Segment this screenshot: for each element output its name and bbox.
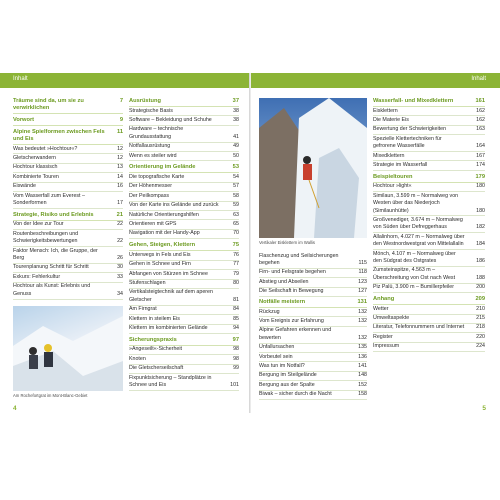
toc-entry-page: 54 (233, 173, 239, 180)
toc-entry-page: 99 (233, 365, 239, 372)
toc-section-title: Sicherungspraxis (129, 336, 177, 343)
toc-entry (373, 343, 485, 352)
toc-entry (13, 164, 123, 173)
toc-entry-title: Großvenediger, 3.674 m – Normalweg von Süden über Defreggerhaus (373, 216, 463, 231)
toc-entry (129, 374, 239, 391)
toc-entry-page: 63 (233, 211, 239, 218)
toc-section (13, 117, 123, 126)
toc-section-page: 161 (475, 98, 485, 104)
toc-entry (373, 305, 485, 314)
toc-section-heading (129, 164, 239, 173)
toc-entry-title: Register (373, 333, 393, 340)
toc-entry-title: Navigation mit der Handy-App (129, 230, 200, 237)
book-spine (249, 73, 251, 413)
toc-entry (129, 126, 239, 143)
toc-entry-title: »Angeseilt«-Sicherheit (129, 346, 182, 353)
toc-section (259, 299, 367, 400)
toc-entry (13, 154, 123, 163)
toc-entry-page: 81 (233, 296, 239, 303)
toc-entry (259, 308, 367, 317)
toc-entry (373, 107, 485, 116)
toc-section-page: 179 (475, 173, 485, 180)
toc-entry (13, 221, 123, 230)
toc-entry-page: 182 (476, 224, 485, 231)
toc-entry-page: 220 (476, 333, 485, 340)
toc-entry (13, 283, 123, 300)
toc-entry-title: Alpine Gefahren erkennen und bewerten (259, 327, 332, 341)
toc-section-page: 53 (232, 164, 239, 171)
page-number-left: 4 (13, 405, 17, 412)
toc-entry-page: 41 (233, 133, 239, 140)
toc-entry-title: Die topografische Karte (129, 173, 185, 180)
toc-entry (13, 192, 123, 209)
toc-entry-title: Spezielle Klettertechniken für gefrorene Wasserfälle (373, 135, 442, 150)
toc-entry (259, 372, 367, 381)
toc-entry (129, 289, 239, 306)
toc-section (373, 174, 485, 293)
mountaineers-image (13, 306, 123, 391)
toc-entry (129, 346, 239, 355)
toc-entry-page: 141 (358, 362, 367, 369)
toc-entry-page: 59 (233, 202, 239, 209)
toc-section-heading (13, 129, 123, 145)
toc-entry (373, 324, 485, 333)
toc-entry (259, 288, 367, 297)
toc-entry-title: Am Firngrat (129, 306, 157, 313)
toc-entry-title: Natürliche Orientierungshilfen (129, 211, 199, 218)
toc-section-page: 21 (116, 211, 123, 218)
toc-entry (259, 327, 367, 344)
toc-entry (129, 315, 239, 324)
toc-entry-page: 167 (476, 152, 485, 159)
toc-entry-page: 186 (476, 258, 485, 264)
toc-entry-page: 84 (233, 306, 239, 313)
toc-entry-title: Klettern in steilem Eis (129, 315, 180, 322)
toc-entry-title: Vorbeutel sein (259, 353, 293, 360)
toc-entry (13, 264, 123, 273)
toc-entry-page: 101 (230, 382, 239, 389)
toc-section-heading (129, 242, 239, 251)
toc-entry-title: Vom Ereignis zur Erfahrung (259, 317, 324, 324)
toc-entry-page: 210 (476, 305, 485, 312)
toc-entry-page: 38 (233, 107, 239, 114)
toc-entry-title: Wetter (373, 305, 389, 312)
toc-entry-page: 162 (476, 116, 485, 123)
toc-section-heading (13, 212, 123, 221)
toc-entry-page: 17 (117, 199, 123, 206)
toc-entry-page: 118 (358, 269, 367, 276)
toc-section-heading (13, 117, 123, 126)
toc-entry-title: Gletscherwandern (13, 154, 56, 161)
toc-entry-title: Zumsteinspitze, 4.563 m – Überschreitung von Ost nach West (373, 267, 456, 281)
toc-entry (373, 267, 485, 284)
toc-entry-page: 80 (233, 280, 239, 286)
toc-entry-title: Was bedeutet »Hochtour«? (13, 145, 78, 152)
toc-entry (373, 152, 485, 161)
toc-entry-title: Bewertung der Schwierigkeiten (373, 126, 447, 133)
toc-entry-title: Kombinierte Touren (13, 173, 59, 180)
toc-entry (259, 362, 367, 371)
page-number-right: 5 (482, 405, 486, 412)
toc-entry-page: 188 (476, 274, 485, 281)
toc-entry-page: 14 (117, 173, 123, 180)
toc-entry-title: Unfallursachen (259, 344, 295, 351)
toc-entry (259, 344, 367, 353)
toc-column-4 (373, 98, 485, 355)
toc-entry-title: Abstieg und Abseilen (259, 278, 309, 285)
toc-entry-title: Hochtour »light« (373, 183, 412, 190)
toc-section-page: 97 (232, 336, 239, 343)
toc-section (373, 296, 485, 352)
ice-climbing-photo (259, 98, 367, 238)
toc-entry-title: Notfallausrüstung (129, 143, 171, 150)
toc-entry (13, 183, 123, 192)
toc-entry-page: 58 (233, 192, 239, 199)
toc-entry (129, 365, 239, 374)
toc-entry-title: Impressum (373, 343, 400, 350)
toc-section-title: Alpine Spielformen zwischen Fels und Eis (13, 129, 105, 142)
toc-entry-page: 49 (233, 143, 239, 150)
toc-entry (129, 355, 239, 364)
toc-entry-title: Hochtour als Kunst: Erlebnis und Genuss (13, 283, 91, 297)
toc-entry-title: Stufenschlagen (129, 280, 166, 286)
toc-entry (129, 230, 239, 239)
toc-entry (373, 161, 485, 170)
toc-entry-title: Hardware – technische Grundausstattung (129, 126, 184, 140)
toc-section-heading (259, 299, 367, 308)
toc-entry-title: Die Gletscherseilschaft (129, 365, 184, 372)
toc-section (129, 337, 239, 391)
toc-entry-title: Abfangen von Stürzen im Schnee (129, 270, 208, 277)
toc-entry-page: 22 (117, 238, 123, 245)
toc-section-heading (13, 98, 123, 114)
toc-section-title: Gehen, Steigen, Klettern (129, 242, 196, 249)
toc-entry (259, 381, 367, 390)
right-photo-caption: Vertikaler Eisklettern im Wallis (259, 240, 315, 245)
toc-entry (373, 284, 485, 293)
toc-entry-title: Allalinhorn, 4.027 m – Normalweg über den Westnordwestgrat von Mittelallalin (373, 233, 465, 248)
toc-entry (259, 391, 367, 400)
toc-entry-title: Fixpunktsicherung – Standplätze in Schnee und Eis (129, 374, 212, 389)
toc-entry-page: 33 (117, 273, 123, 280)
toc-entry-page: 26 (117, 254, 123, 261)
toc-section-heading (129, 337, 239, 346)
toc-entry-page: 132 (358, 308, 367, 315)
toc-entry-page: 50 (233, 152, 239, 159)
toc-entry-page: 180 (476, 207, 485, 214)
toc-entry-title: Bergung aus der Spalte (259, 381, 315, 388)
toc-entry (373, 216, 485, 233)
mountaineers-photo (13, 306, 123, 391)
toc-entry-page: 34 (117, 290, 123, 297)
toc-entry-page: 94 (233, 325, 239, 332)
toc-entry-page: 152 (358, 381, 367, 388)
toc-entry-title: Rückzug (259, 308, 280, 315)
toc-entry (129, 173, 239, 182)
toc-entry (259, 278, 367, 287)
toc-section-heading (373, 174, 485, 183)
toc-section-page: 209 (475, 296, 485, 303)
toc-entry-title: Faktor Mensch: Ich, die Gruppe, der Berg (13, 247, 98, 261)
toc-entry-page: 127 (358, 288, 367, 295)
toc-entry-title: Vom Wasserfall zum Everest – Sonderformen (13, 192, 85, 206)
toc-entry-title: Strategische Basis (129, 107, 173, 114)
toc-entry-title: Die Seilschaft in Bewegung (259, 288, 324, 295)
toc-entry (129, 183, 239, 192)
toc-column-1 (13, 98, 123, 303)
toc-entry (13, 230, 123, 247)
toc-section (13, 212, 123, 300)
toc-entry-page: 163 (476, 126, 485, 133)
toc-section-page: 131 (357, 299, 367, 306)
toc-entry-title: Mixedklettern (373, 152, 405, 159)
toc-entry-title: Gehen in Schnee und Firn (129, 261, 191, 268)
toc-section-page: 9 (119, 117, 123, 123)
toc-section (129, 242, 239, 334)
toc-column-3 (259, 252, 367, 403)
toc-section-title: Träume sind da, um sie zu verwirklichen (13, 98, 84, 111)
toc-entry (259, 353, 367, 362)
toc-entry-page: 164 (476, 143, 485, 150)
toc-entry-page: 132 (358, 317, 367, 324)
toc-entry-page: 174 (476, 161, 485, 168)
toc-entry (373, 116, 485, 125)
toc-entry-title: Eiswände (13, 183, 36, 190)
toc-entry (129, 280, 239, 289)
toc-entry (259, 252, 367, 269)
toc-entry-page: 12 (117, 154, 123, 161)
toc-entry-page: 12 (117, 145, 123, 152)
toc-entry-page: 79 (233, 270, 239, 277)
toc-entry (373, 333, 485, 342)
toc-entry-title: Die Materie Eis (373, 116, 409, 123)
toc-entry-page: 148 (358, 372, 367, 379)
toc-entry-page: 215 (476, 315, 485, 322)
toc-entry-title: Tourenplanung Schritt für Schritt (13, 264, 89, 271)
toc-section (129, 164, 239, 239)
toc-entry-page: 98 (233, 355, 239, 362)
toc-section-title: Vorwort (13, 117, 35, 123)
toc-entry-title: Orientieren mit GPS (129, 220, 177, 227)
toc-entry (129, 211, 239, 220)
toc-entry-page: 200 (476, 284, 485, 291)
toc-section (13, 129, 123, 209)
toc-section-heading (129, 98, 239, 107)
toc-section-heading (373, 98, 485, 107)
toc-entry (129, 251, 239, 260)
toc-entry-page: 162 (476, 107, 485, 114)
toc-entry (373, 233, 485, 250)
toc-entry-title: Von der Idee zur Tour (13, 221, 64, 228)
toc-entry-title: Flaschenzug und Seilsicherungen begehen (259, 252, 339, 266)
toc-entry-title: Von der Karte ins Gelände und zurück (129, 202, 219, 209)
toc-entry-page: 70 (233, 230, 239, 237)
toc-section-title: Notfälle meistern (259, 299, 306, 306)
toc-entry (259, 317, 367, 326)
toc-entry-page: 22 (117, 221, 123, 228)
toc-entry (129, 107, 239, 116)
toc-entry-page: 85 (233, 315, 239, 322)
header-left-title: Inhalt (13, 76, 28, 82)
toc-entry-page: 132 (358, 334, 367, 341)
toc-entry-page: 224 (476, 343, 485, 350)
toc-entry-page: 184 (476, 241, 485, 248)
ice-climbing-image (259, 98, 367, 238)
toc-entry-title: Knoten (129, 355, 146, 362)
toc-entry-title: Klettern im kombinierten Gelände (129, 325, 208, 332)
toc-entry-page: 123 (358, 278, 367, 285)
toc-entry-page: 30 (117, 264, 123, 271)
toc-entry-title: Firn- und Felsgrate begehen (259, 269, 326, 276)
toc-section-title: Ausrüstung (129, 98, 161, 104)
toc-entry (373, 315, 485, 324)
toc-entry (129, 192, 239, 201)
toc-section-page: 37 (232, 98, 239, 104)
toc-entry-title: Strategie im Wasserfall (373, 161, 428, 168)
toc-entry-title: Der Peilkompass (129, 192, 170, 199)
toc-entry (373, 126, 485, 135)
toc-entry-title: Unterwegs in Fels und Eis (129, 251, 191, 258)
toc-column-2 (129, 98, 239, 394)
toc-entry-title: Exkurs: Fehlerkultur (13, 273, 61, 280)
toc-entry-page: 158 (358, 391, 367, 398)
toc-entry (13, 173, 123, 182)
toc-section-page: 75 (232, 242, 239, 249)
toc-entry-title: Bergung im Steilgelände (259, 372, 317, 379)
toc-entry-page: 77 (233, 261, 239, 268)
toc-section-title: Strategie, Risiko und Erlebnis (13, 211, 94, 218)
toc-entry-title: Routenbeschreibungen und Schwierigkeitsbewertungen (13, 230, 79, 245)
toc-entry-title: Piz Palü, 3.900 m – Bumillerpfeiler (373, 284, 454, 291)
toc-entry (129, 306, 239, 315)
toc-entry (129, 143, 239, 152)
toc-entry-page: 180 (476, 183, 485, 190)
toc-entry (129, 202, 239, 211)
toc-section (13, 98, 123, 114)
toc-section-title: Orientierung im Gelände (129, 164, 196, 171)
toc-entry (373, 135, 485, 152)
toc-entry-title: Similaun, 3.599 m – Normalweg von Westen über das Niederjoch (Similaunhütte) (373, 192, 459, 214)
toc-entry-page: 218 (476, 324, 485, 331)
toc-entry (373, 192, 485, 216)
toc-entry-page: 98 (233, 346, 239, 353)
toc-entry (129, 116, 239, 125)
toc-entry (129, 270, 239, 279)
toc-entry-page: 16 (117, 183, 123, 190)
toc-section-title: Anhang (373, 296, 395, 303)
toc-entry (13, 273, 123, 282)
toc-section (129, 98, 239, 161)
toc-section-page: 7 (119, 98, 123, 104)
toc-entry-page: 38 (233, 116, 239, 123)
toc-entry-title: Biwak – sicher durch die Nacht (259, 391, 332, 398)
toc-entry-page: 76 (233, 251, 239, 258)
toc-entry (13, 145, 123, 154)
toc-entry-title: Eisklettern (373, 107, 398, 114)
toc-entry-title: Umweltaspekte (373, 315, 410, 322)
header-right-title: Inhalt (471, 76, 486, 82)
left-photo-caption: Am Rochefortgrat im Mont-Blanc-Gebiet (13, 393, 88, 398)
toc-entry-title: Wenn es steiler wird (129, 152, 177, 159)
toc-entry (259, 269, 367, 278)
toc-entry-title: Literatur, Telefonnummern und Internet (373, 324, 465, 331)
toc-entry-page: 135 (358, 344, 367, 351)
toc-entry (373, 250, 485, 267)
toc-entry-page: 136 (358, 353, 367, 360)
toc-entry-title: Was tun im Notfall? (259, 362, 305, 369)
toc-entry-title: Software – Bekleidung und Schuhe (129, 116, 212, 123)
toc-entry (13, 247, 123, 264)
toc-entry-page: 65 (233, 220, 239, 227)
toc-entry-title: Mönch, 4.107 m – Normalweg über den Südgrat des Ostgrates (373, 250, 456, 264)
toc-entry (129, 220, 239, 229)
toc-entry-page: 115 (358, 259, 367, 266)
toc-section-title: Beispieltouren (373, 173, 413, 180)
toc-section-title: Wasserfall- und Mixedklettern (373, 98, 454, 104)
toc-entry (129, 152, 239, 161)
toc-entry (129, 325, 239, 334)
toc-section (373, 98, 485, 171)
toc-entry-title: Der Höhenmesser (129, 183, 172, 190)
toc-entry (129, 261, 239, 270)
toc-section-page: 11 (116, 129, 123, 135)
toc-entry-page: 57 (233, 183, 239, 190)
toc-section-heading (373, 296, 485, 305)
toc-entry (373, 183, 485, 192)
toc-entry-title: Hochtour klassisch (13, 164, 58, 171)
toc-entry-page: 13 (117, 164, 123, 171)
toc-entry-title: Vertikalsteigtechnik auf dem aperen Gletscher (129, 289, 213, 303)
